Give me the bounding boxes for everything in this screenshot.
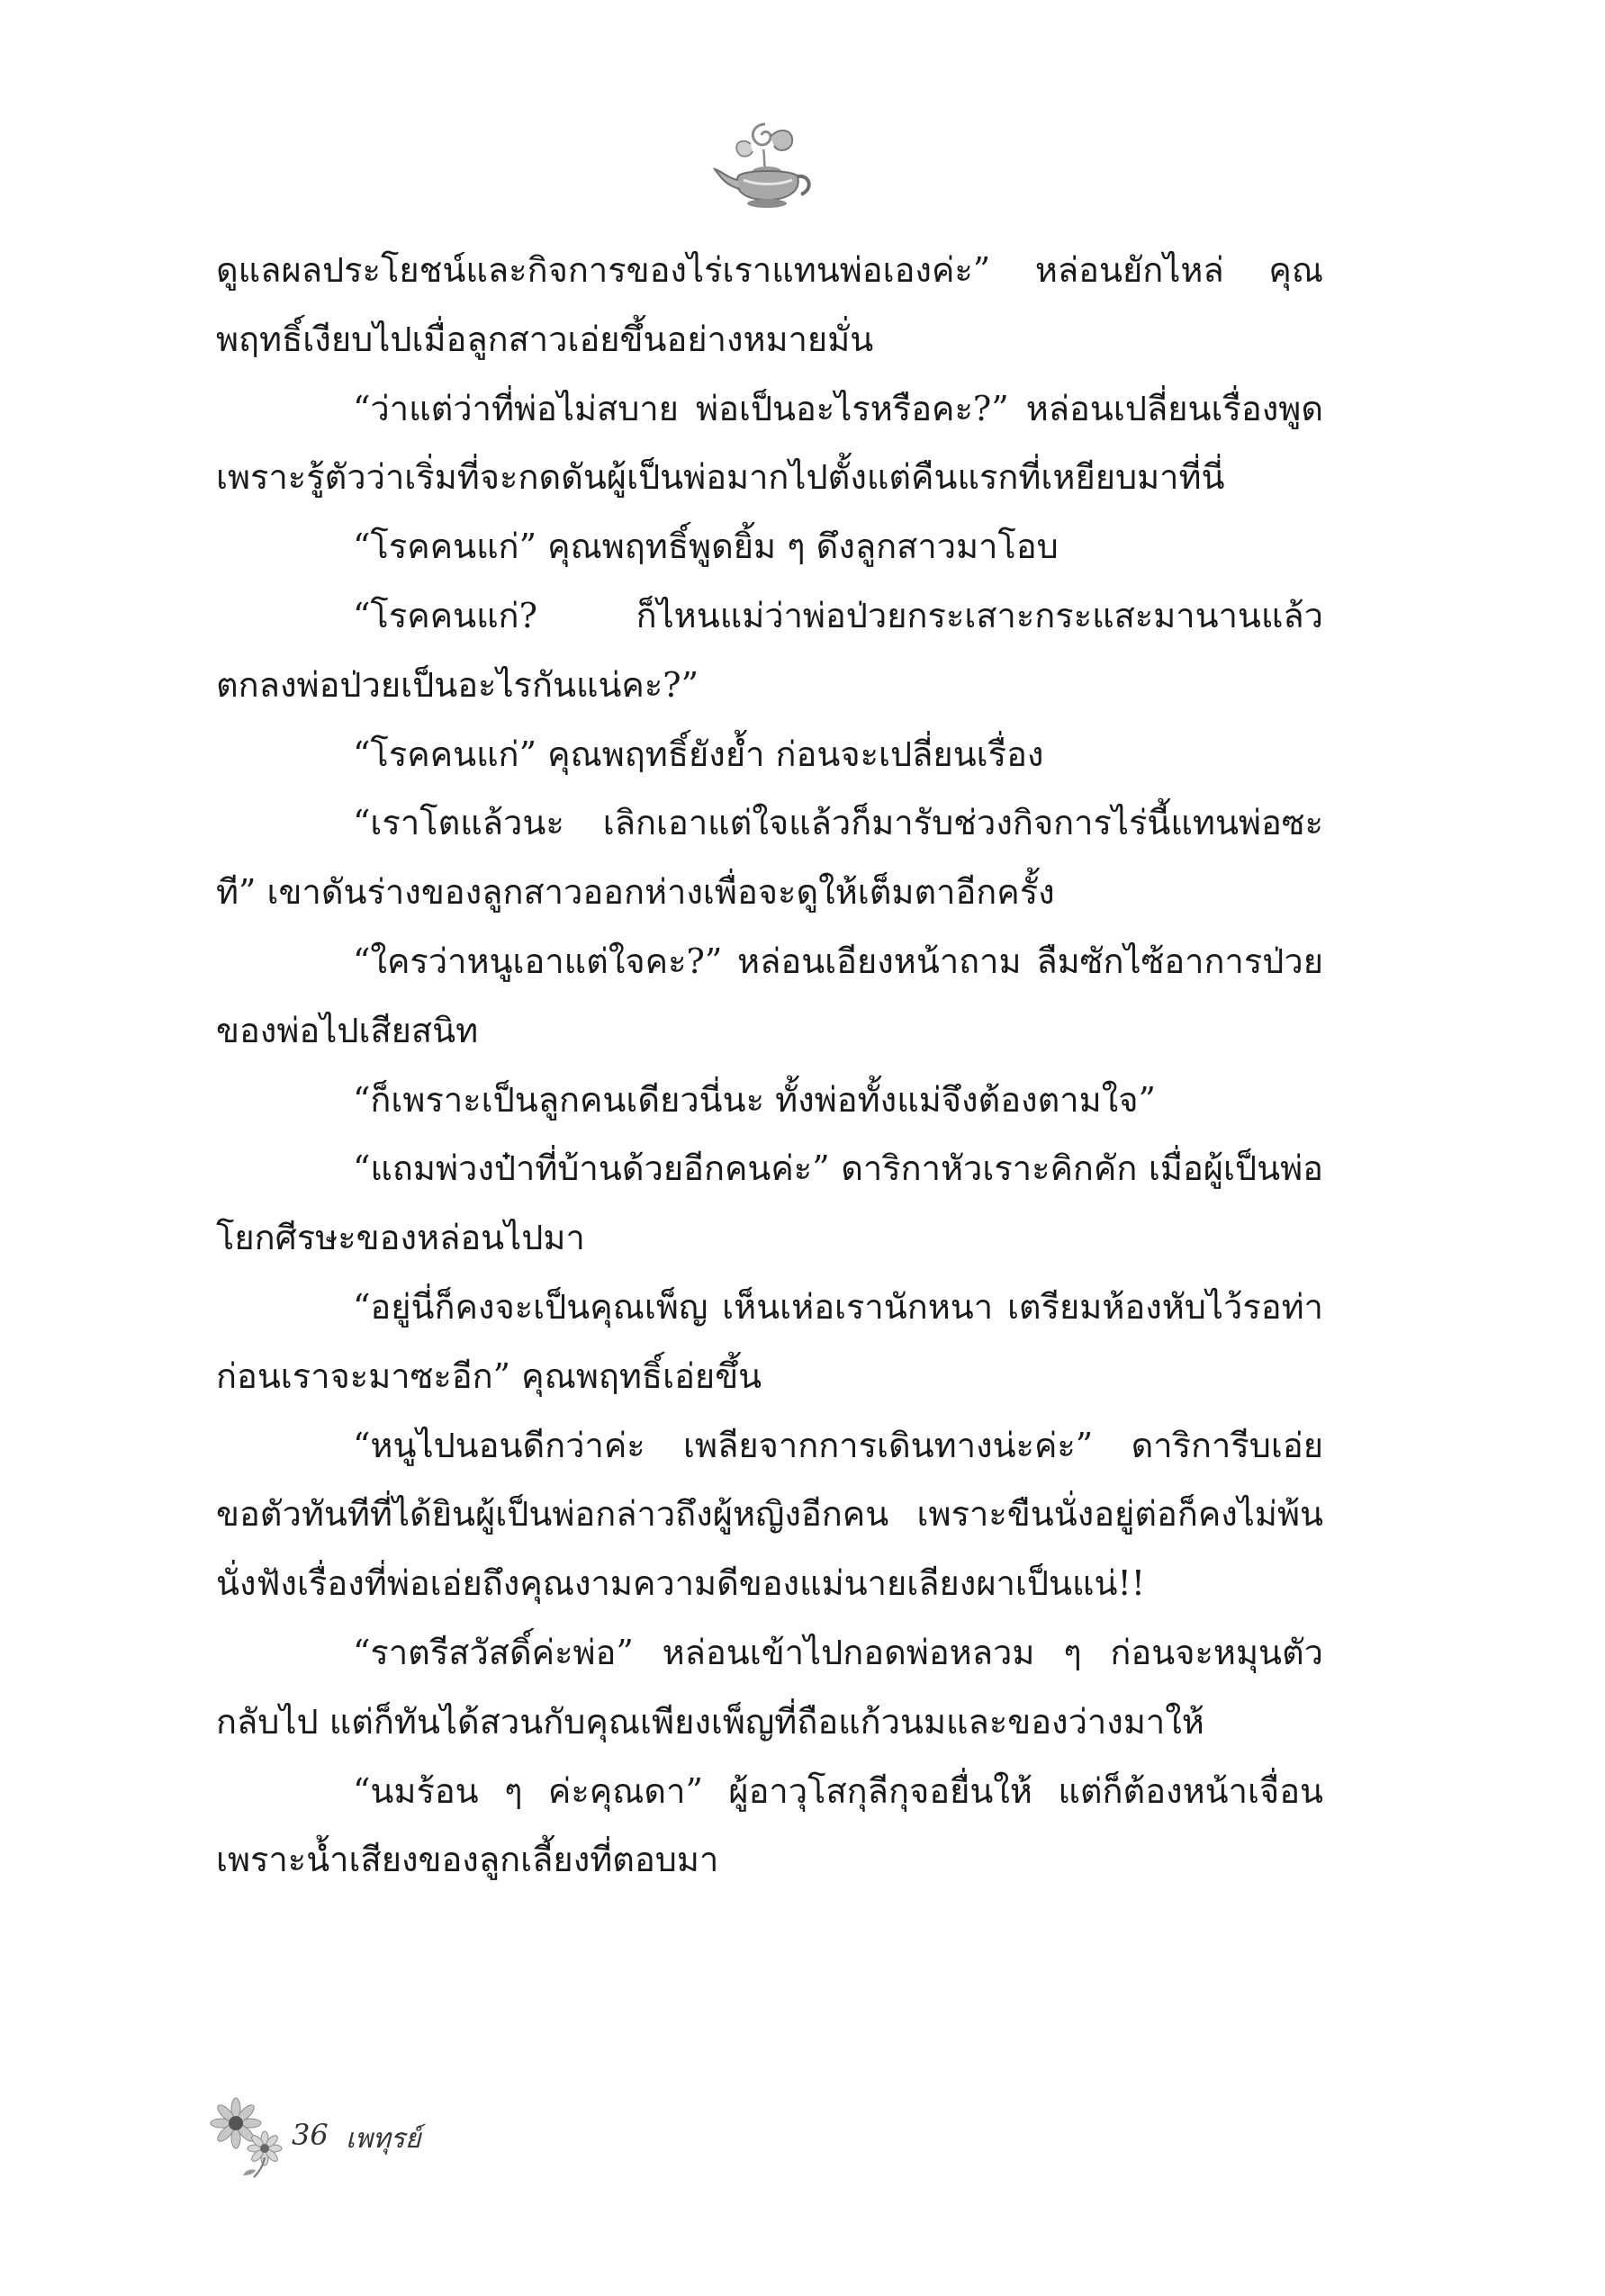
paragraph-5: “โรคคนแก่” คุณพฤทธิ์ยังย้ำ ก่อนจะเปลี่ยนเรื่อง	[353, 734, 1044, 774]
paragraph-10: “อยู่นี่ก็คงจะเป็นคุณเพ็ญ เห็นเห่อเรานักหนา เตรียมห้องหับไว้รอท่าก่อนเราจะมาซะอีก” คุณพฤทธิ์เอ่ยขึ้น	[216, 1286, 1323, 1396]
sunflower-icon	[209, 2093, 295, 2179]
paragraph-2: “ว่าแต่ว่าที่พ่อไม่สบาย พ่อเป็นอะไรหรือคะ?” หล่อนเปลี่ยนเรื่องพูดเพราะรู้ตัวว่าเริ่มที่จะกดดันผู้เป็นพ่อมากไปตั้งแต่คืนแรกที่เหยียบมาที่นี่	[216, 388, 1323, 498]
page-number: 36	[292, 2118, 329, 2152]
paragraph-13: “นมร้อน ๆ ค่ะคุณดา” ผู้อาวุโสกุลีกุจอยื่นให้ แต่ก็ต้องหน้าเจื่อนเพราะน้ำเสียงของลูกเลี้ยงที่ตอบมา	[216, 1770, 1323, 1880]
paragraph-7: “ใครว่าหนูเอาแต่ใจคะ?” หล่อนเอียงหน้าถาม ลืมซักไซ้อาการป่วยของพ่อไปเสียสนิท	[216, 941, 1323, 1050]
paragraph-8: “ก็เพราะเป็นลูกคนเดียวนี่นะ ทั้งพ่อทั้งแม่จึงต้องตามใจ”	[353, 1079, 1156, 1120]
paragraph-1: ดูแลผลประโยชน์และกิจการของไร่เราแทนพ่อเองค่ะ” หล่อนยักไหล่ คุณพฤทธิ์เงียบไปเมื่อลูกสาวเอ่ยขึ้นอย่างหมายมั่น	[216, 250, 1323, 359]
teapot-ornament-icon	[711, 117, 819, 216]
paragraph-3: “โรคคนแก่” คุณพฤทธิ์พูดยิ้ม ๆ ดึงลูกสาวมาโอบ	[353, 527, 1059, 567]
paragraph-4: “โรคคนแก่? ก็ไหนแม่ว่าพ่อป่วยกระเสาะกระแสะมานานแล้ว ตกลงพ่อป่วยเป็นอะไรกันแน่คะ?”	[216, 595, 1323, 705]
body-text	[216, 236, 1323, 1895]
paragraph-12: “ราตรีสวัสดิ์ค่ะพ่อ” หล่อนเข้าไปกอดพ่อหลวม ๆ ก่อนจะหมุนตัวกลับไป แต่ก็ทันได้สวนกับคุณเพียงเพ็ญที่ถือแก้วนมและของว่างมาให้	[216, 1632, 1323, 1742]
book-title: เพทุรย์	[346, 2123, 421, 2155]
paragraph-6: “เราโตแล้วนะ เลิกเอาแต่ใจแล้วก็มารับช่วงกิจการไร่นี้แทนพ่อซะที” เขาดันร่างของลูกสาวออกห่างเพื่อจะดูให้เต็มตาอีกครั้ง	[216, 803, 1323, 913]
page-footer	[209, 2093, 569, 2192]
paragraph-11: “หนูไปนอนดีกว่าค่ะ เพลียจากการเดินทางน่ะค่ะ” ดาริการีบเอ่ยขอตัวทันทีที่ได้ยินผู้เป็นพ่อกล่าวถึงผู้หญิงอีกคน เพราะขืนนั่งอยู่ต่อก็คงไม่พ้นนั่งฟังเรื่องที่พ่อเอ่ยถึงคุณงามความดีของแม่นายเลียงผาเป็นแน่!!	[216, 1425, 1323, 1604]
paragraph-9: “แถมพ่วงป๋าที่บ้านด้วยอีกคนค่ะ” ดาริกาหัวเราะคิกคัก เมื่อผู้เป็นพ่อโยกศีรษะของหล่อนไปมา	[216, 1148, 1323, 1258]
